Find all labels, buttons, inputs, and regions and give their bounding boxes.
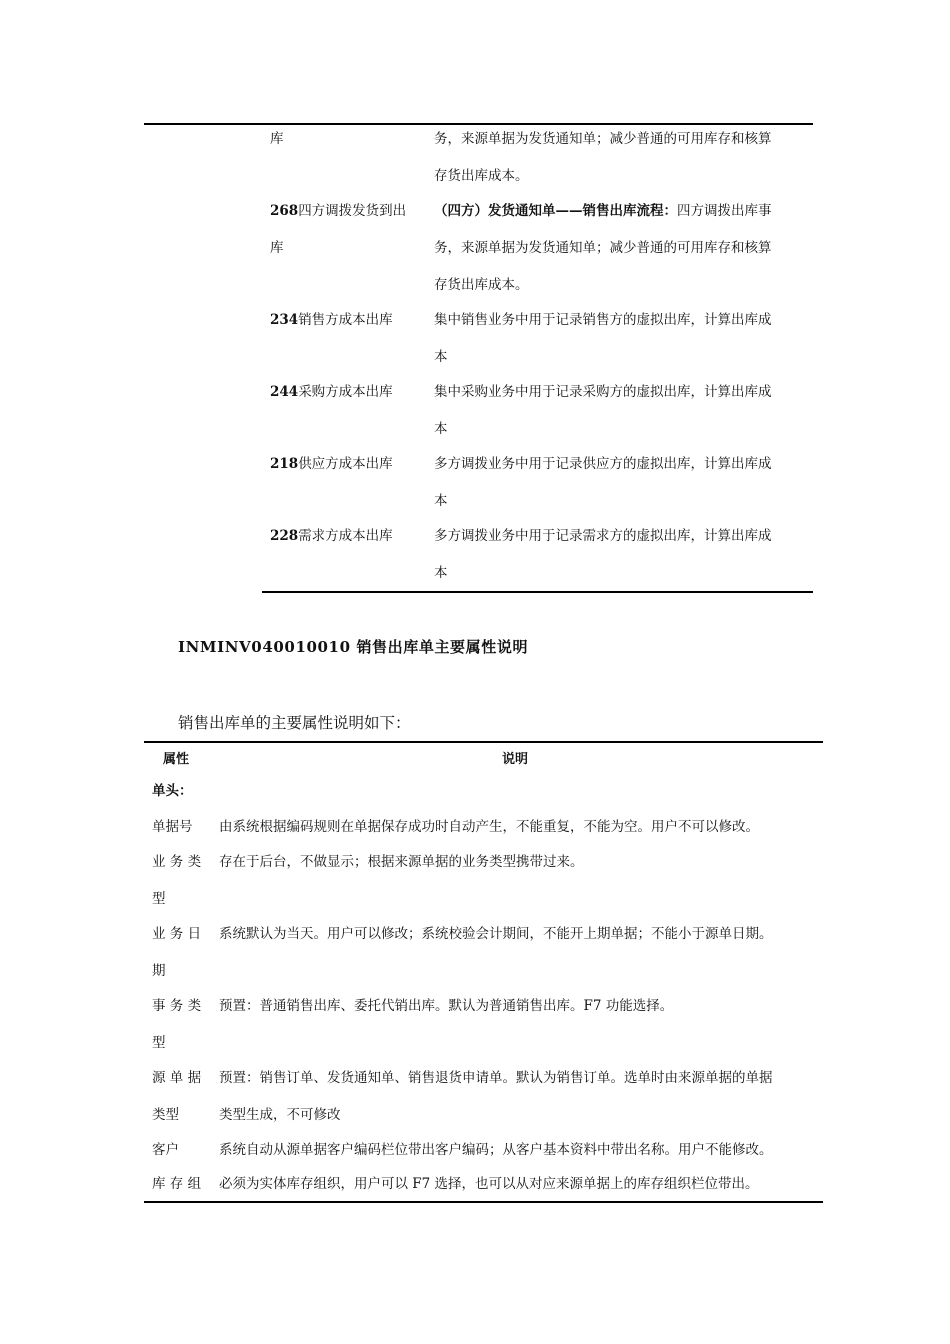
- table1-row-1-name-line2: 库: [270, 240, 284, 256]
- table1-row-4-desc-2: 本: [434, 493, 448, 509]
- table1-row-3-name-text: 采购方成本出库: [298, 384, 393, 400]
- table2-bottom-rule: [144, 1201, 823, 1203]
- table2-row-1-desc: 存在于后台，不做显示；根据来源单据的业务类型携带过来。: [219, 854, 584, 870]
- table1-row-5-desc-2: 本: [434, 565, 448, 581]
- table2-group-label: 单头：: [152, 783, 193, 799]
- table2-row-1-attr-2: 型: [152, 891, 166, 907]
- table2-row-2-attr-1: 业 务 日: [152, 926, 202, 942]
- table2-row-6-attr: 库 存 组: [152, 1176, 202, 1192]
- table1-row-5-name-text: 需求方成本出库: [298, 528, 393, 544]
- table1-row-4-name-text: 供应方成本出库: [298, 456, 393, 472]
- table1-row-1-desc-bold: （四方）发货通知单——销售出库流程：: [434, 203, 677, 219]
- table1-row-1-desc-1: 务，来源单据为发货通知单；减少普通的可用库存和核算: [434, 240, 772, 256]
- table1-row-0-desc-2: 存货出库成本。: [434, 168, 529, 184]
- table1-row-1-name-text: 四方调拨发货到出: [298, 203, 407, 219]
- table2-row-1-attr-1: 业 务 类: [152, 854, 202, 870]
- table1-row-2-name: [270, 311, 393, 329]
- table1-row-3-name: [270, 383, 393, 401]
- table2-row-4-desc-2: 类型生成，不可修改: [219, 1107, 341, 1123]
- table1-row-2-desc-1: 集中销售业务中用于记录销售方的虚拟出库，计算出库成: [434, 312, 772, 328]
- table1-row-3-desc-1: 集中采购业务中用于记录采购方的虚拟出库，计算出库成: [434, 384, 772, 400]
- table1-top-rule: [144, 123, 813, 125]
- table2-top-rule: [144, 741, 823, 743]
- table2-row-3-desc: 预置：普通销售出库、委托代销出库。默认为普通销售出库。F7 功能选择。: [219, 998, 674, 1014]
- table2-row-3-attr-1: 事 务 类: [152, 998, 202, 1014]
- table1-row-5-name: [270, 527, 393, 545]
- table1-row-3-desc-2: 本: [434, 421, 448, 437]
- table2-row-4-attr-1: 源 单 据: [152, 1070, 202, 1086]
- table1-row-4-desc-1: 多方调拨业务中用于记录供应方的虚拟出库，计算出库成: [434, 456, 772, 472]
- table1-row-1-desc-rest: 四方调拨出库事: [677, 203, 772, 219]
- intro-paragraph: 销售出库单的主要属性说明如下：: [178, 714, 411, 732]
- table2-header-desc: 说明: [502, 752, 529, 767]
- table1-row-0-desc-1: 务，来源单据为发货通知单；减少普通的可用库存和核算: [434, 131, 772, 147]
- section-heading: INMINV040010010 销售出库单主要属性说明: [178, 638, 529, 656]
- table1-row-2-name-text: 销售方成本出库: [298, 312, 393, 328]
- table1-row-3-num: 244: [270, 384, 299, 400]
- table1-row-5-num: 228: [270, 528, 299, 544]
- table2-row-2-desc: 系统默认为当天。用户可以修改；系统校验会计期间，不能开上期单据；不能小于源单日期。: [219, 926, 773, 942]
- table2-row-3-attr-2: 型: [152, 1035, 166, 1051]
- table1-row-0-name: 库: [270, 131, 284, 147]
- table1-row-2-num: 234: [270, 312, 299, 328]
- table1-row-1-desc-2: 存货出库成本。: [434, 277, 529, 293]
- table2-row-4-desc-1: 预置：销售订单、发货通知单、销售退货申请单。默认为销售订单。选单时由来源单据的单据: [219, 1070, 773, 1086]
- table2-row-2-attr-2: 期: [152, 963, 166, 979]
- table2-row-0-desc: 由系统根据编码规则在单据保存成功时自动产生，不能重复，不能为空。用户不可以修改。: [219, 819, 759, 835]
- table1-row-2-desc-2: 本: [434, 349, 448, 365]
- table1-row-1-num: 268: [270, 203, 299, 219]
- table1-row-5-desc-1: 多方调拨业务中用于记录需求方的虚拟出库，计算出库成: [434, 528, 772, 544]
- table1-row-1-name: [270, 202, 406, 220]
- table1-bottom-rule: [262, 591, 813, 593]
- table2-header-attr: 属性: [163, 752, 190, 767]
- table1-row-1-desc-0: [434, 202, 772, 220]
- table2-row-0-attr: 单据号: [152, 819, 193, 835]
- table1-row-4-name: [270, 455, 393, 473]
- table1-row-4-num: 218: [270, 456, 299, 472]
- table2-row-4-attr-2: 类型: [152, 1107, 179, 1123]
- table2-row-6-desc: 必须为实体库存组织，用户可以 F7 选择，也可以从对应来源单据上的库存组织栏位带出。: [219, 1176, 759, 1192]
- table2-row-5-desc: 系统自动从源单据客户编码栏位带出客户编码；从客户基本资料中带出名称。用户不能修改。: [219, 1142, 773, 1158]
- table2-row-5-attr: 客户: [152, 1142, 179, 1158]
